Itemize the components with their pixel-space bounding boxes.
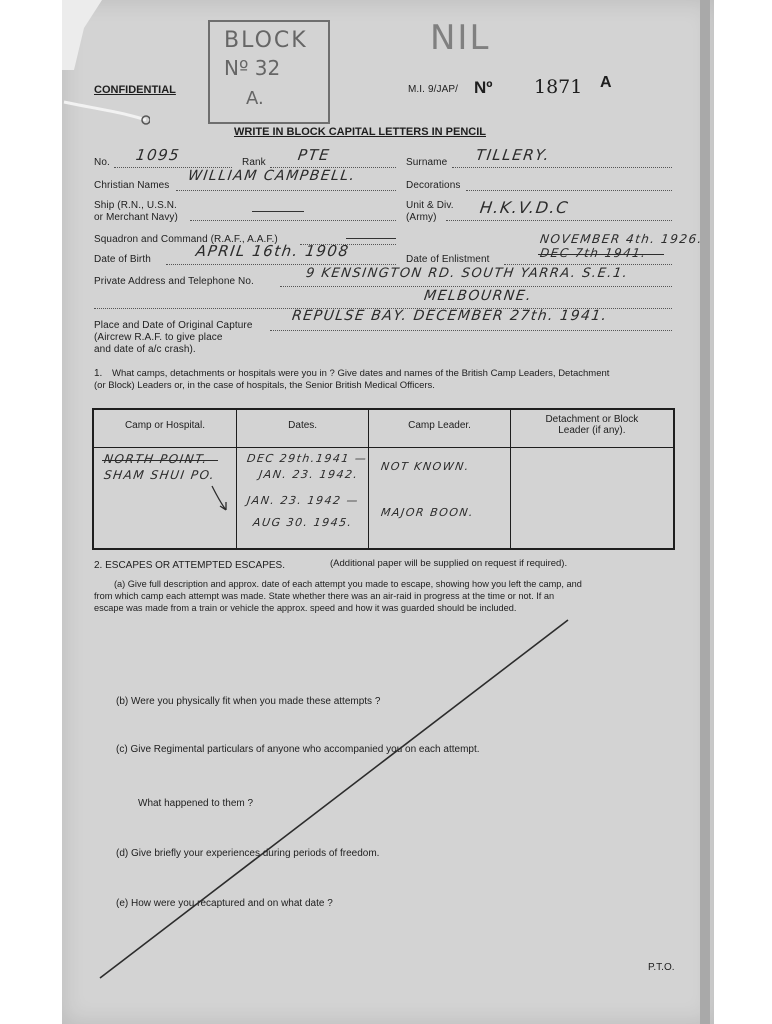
mi-reference: M.I. 9/JAP/	[408, 84, 459, 95]
header-camp: Camp or Hospital.	[93, 409, 236, 447]
q2a-text-2: from which camp each attempt was made. State whether there was an air-raid in progress at the time or not. If an	[94, 591, 555, 601]
label-surname: Surname	[406, 157, 448, 168]
label-squadron: Squadron and Command (R.A.F., A.A.F.)	[94, 234, 278, 245]
entry-capture: REPULSE BAY. DECEMBER 27th. 1941.	[290, 308, 609, 324]
label-enlistment: Date of Enlistment	[406, 254, 490, 265]
entry-enlistment-1: NOVEMBER 4th. 1926.	[539, 232, 704, 246]
dates-2: JAN. 23. 1942.	[258, 467, 360, 481]
label-capture-1: Place and Date of Original Capture	[94, 320, 253, 331]
entry-rank: PTE	[296, 146, 332, 164]
label-no: No.	[94, 157, 110, 168]
dates-4: AUG 30. 1945.	[252, 515, 354, 529]
q1-text-2: (or Block) Leaders or, in the case of hospitals, the Senior British Medical Officers.	[94, 380, 435, 391]
stamp-number: Nº 32	[224, 56, 281, 80]
camp-1: NORTH POINT.	[103, 451, 209, 466]
header-detachment-text: Detachment or Block Leader (if any).	[545, 414, 639, 436]
header-dates: Dates.	[236, 409, 368, 447]
q2e-text: (e) How were you recaptured and on what date ?	[116, 898, 333, 909]
dates-1: DEC 29th.1941 —	[246, 451, 369, 465]
number-label: Nº	[474, 78, 493, 97]
label-ship-1: Ship (R.N., U.S.N.	[94, 200, 177, 211]
entry-address-1: 9 KENSINGTON RD. SOUTH YARRA. S.E.1.	[304, 266, 630, 281]
camp-2: SHAM SHUI PO.	[103, 467, 217, 482]
form-suffix: A	[600, 74, 612, 91]
q1-number: 1.	[94, 368, 103, 379]
q2a-text-1: (a) Give full description and approx. date of each attempt you made to escape, showing how you left the camp, and	[114, 579, 582, 589]
q2c-text: (c) Give Regimental particulars of anyone who accompanied you on each attempt.	[116, 744, 480, 755]
q2d-text: (d) Give briefly your experiences during periods of freedom.	[116, 848, 380, 859]
entry-address-2: MELBOURNE.	[422, 288, 534, 304]
entry-enlistment-2: DEC 7th 1941.	[539, 246, 648, 260]
q1-text-1: What camps, detachments or hospitals were you in ? Give dates and names of the British Camp Leaders, Detachment	[112, 368, 610, 379]
label-unit-1: Unit & Div.	[406, 200, 454, 211]
nil-mark: NIL	[430, 18, 491, 58]
q2-heading: 2. ESCAPES OR ATTEMPTED ESCAPES.	[94, 560, 285, 571]
label-ship-2: or Merchant Navy)	[94, 212, 178, 223]
q2a-text-3: escape was made from a train or vehicle the approx. speed and how it was guarded should be included.	[94, 603, 517, 613]
entry-surname: TILLERY.	[474, 146, 552, 164]
label-dob: Date of Birth	[94, 254, 151, 265]
entry-christian-names: WILLIAM CAMPBELL.	[186, 168, 357, 184]
confidential-label: CONFIDENTIAL	[94, 84, 176, 96]
header-camp-leader: Camp Leader.	[369, 409, 510, 447]
label-address: Private Address and Telephone No.	[94, 276, 254, 287]
form-number: 1871	[534, 76, 583, 98]
stamp-block-text: BLOCK	[224, 28, 308, 53]
entry-dob: APRIL 16th. 1908	[194, 242, 351, 260]
label-capture-3: and date of a/c crash).	[94, 344, 196, 355]
q2b-text: (b) Were you physically fit when you made these attempts ?	[116, 696, 381, 707]
label-decorations: Decorations	[406, 180, 461, 191]
q2c-sub-text: What happened to them ?	[138, 798, 254, 809]
label-rank: Rank	[242, 157, 266, 168]
leader-1: NOT KNOWN.	[380, 459, 472, 473]
label-capture-2: (Aircrew R.A.F. to give place	[94, 332, 223, 343]
label-christian-names: Christian Names	[94, 180, 170, 191]
instruction-heading: WRITE IN BLOCK CAPITAL LETTERS IN PENCIL	[234, 126, 486, 138]
q2-note: (Additional paper will be supplied on request if required).	[330, 558, 568, 569]
entry-unit: H.K.V.D.C	[478, 198, 571, 217]
dates-3: JAN. 23. 1942 —	[246, 493, 360, 507]
stamp-letter: A.	[246, 88, 264, 109]
leader-2: MAJOR BOON.	[380, 505, 476, 519]
label-unit-2: (Army)	[406, 212, 437, 223]
entry-no: 1095	[134, 146, 182, 164]
pto-label: P.T.O.	[648, 962, 675, 973]
